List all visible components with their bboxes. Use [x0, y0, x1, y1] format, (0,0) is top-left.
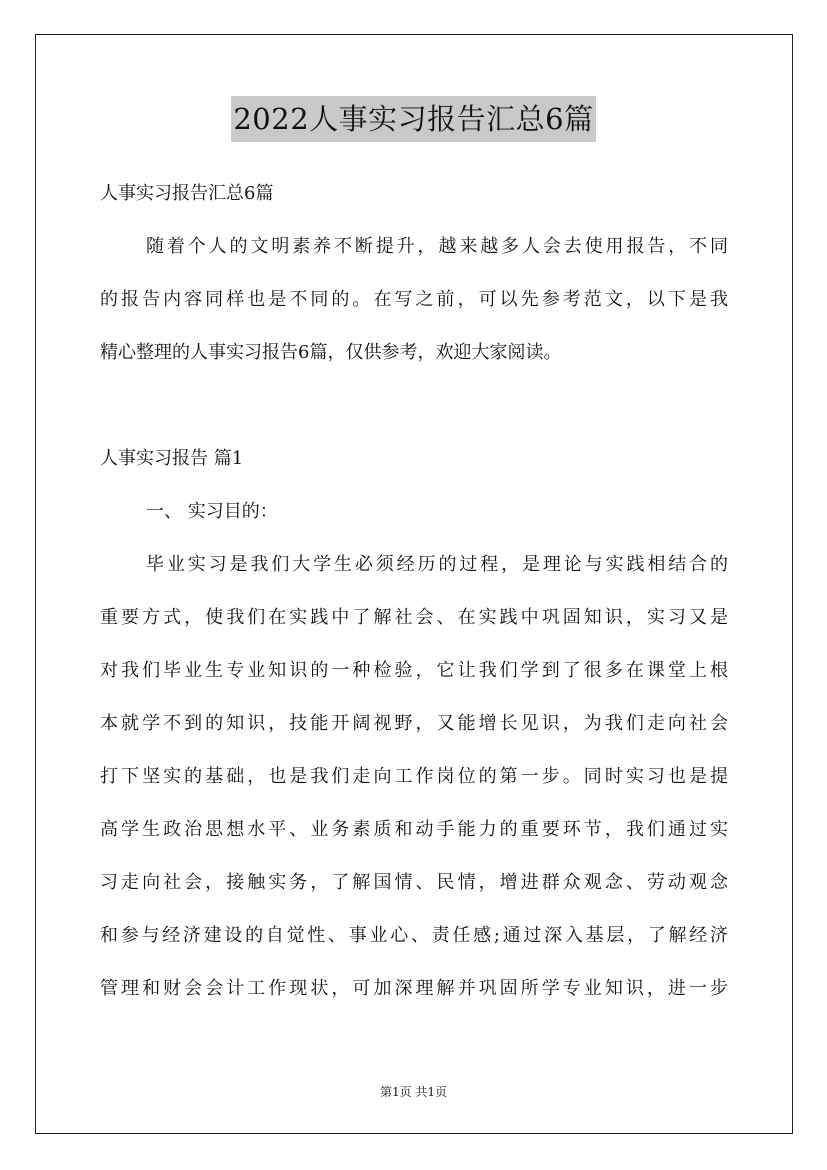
- intro-line-1: 随着个人的文明素养不断提升，越来越多人会去使用报告，不同: [146, 236, 728, 257]
- body-line-6: 高学生政治思想水平、业务素质和动手能力的重要环节，我们通过实: [100, 819, 728, 840]
- subheading: 一、 实习目的：: [146, 501, 278, 522]
- intro-line-2: 的报告内容同样也是不同的。在写之前，可以先参考范文，以下是我: [100, 289, 728, 310]
- body-line-1: 毕业实习是我们大学生必须经历的过程，是理论与实践相结合的: [146, 554, 728, 575]
- title-container: [0, 96, 827, 142]
- body-line-7: 习走向社会，接触实务，了解国情、民情，增进群众观念、劳动观念: [100, 872, 728, 893]
- intro-line-3: 精心整理的人事实习报告6篇，仅供参考，欢迎大家阅读。: [100, 342, 562, 363]
- body-line-4: 本就学不到的知识，技能开阔视野，又能增长见识，为我们走向社会: [100, 713, 728, 734]
- body-line-3: 对我们毕业生专业知识的一种检验，它让我们学到了很多在课堂上根: [100, 660, 728, 681]
- document-subtitle: 人事实习报告汇总6篇: [100, 183, 274, 204]
- page-footer: 第1页 共1页: [379, 1085, 448, 1099]
- document-title: 2022人事实习报告汇总6篇: [231, 96, 595, 142]
- section-heading: 人事实习报告 篇1: [100, 448, 244, 469]
- body-line-5: 打下坚实的基础，也是我们走向工作岗位的第一步。同时实习也是提: [100, 766, 728, 787]
- body-line-8: 和参与经济建设的自觉性、事业心、责任感;通过深入基层，了解经济: [100, 925, 728, 946]
- body-line-2: 重要方式，使我们在实践中了解社会、在实践中巩固知识，实习又是: [100, 607, 728, 628]
- body-line-9: 管理和财会会计工作现状，可加深理解并巩固所学专业知识，进一步: [100, 978, 728, 999]
